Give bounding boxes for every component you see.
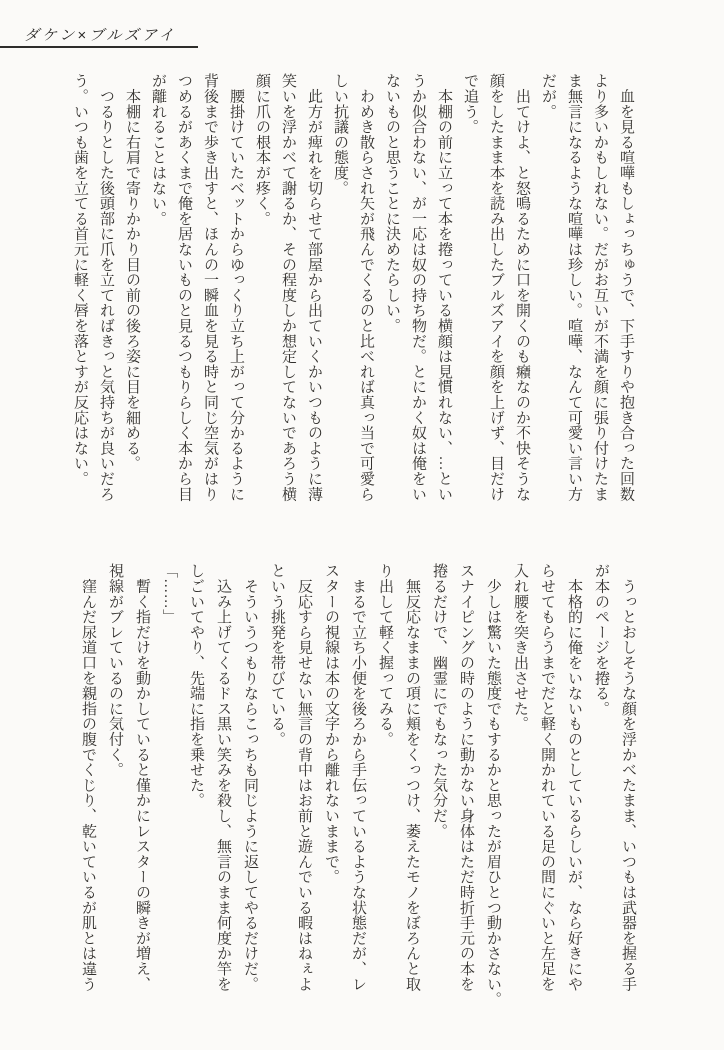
text-block-bottom xyxy=(74,563,641,1023)
text-line: が本のページを捲る。 xyxy=(593,563,609,716)
text-line: 顔に爪の根本が疼く。 xyxy=(254,73,270,226)
text-line: わめき散らされ矢が飛んでくるのと比べれば真っ当で可愛ら xyxy=(358,73,374,502)
text-line: ま無言になるような喧嘩は珍しい。喧嘩、なんて可愛い言い方 xyxy=(566,73,582,502)
text-line: 「……」 xyxy=(161,563,177,625)
text-line: という挑発を帯びている。 xyxy=(269,563,285,747)
text-line: 視線がブレているのに気付く。 xyxy=(107,563,123,778)
text-line: 無反応なままの項に頬をくっつけ、萎えたモノをぼろんと取 xyxy=(404,563,420,992)
text-line: 入れ腰を突き出させた。 xyxy=(512,563,528,732)
header-rule xyxy=(0,46,198,48)
text-block-top xyxy=(67,73,639,517)
text-line: まるで立ち小便を後ろから手伝っているような状態だが、レ xyxy=(350,563,366,992)
text-line: 暫く指だけを動かしていると僅かにレスターの瞬きが増え、 xyxy=(134,563,150,992)
text-line: 腰掛けていたベットからゆっくり立ち上がって分かるように xyxy=(228,73,244,502)
page-header xyxy=(0,0,724,50)
text-line: 少しは驚いた態度でもするかと思ったが眉ひとつ動かさない。 xyxy=(485,563,501,1007)
text-line: が離れることはない。 xyxy=(150,73,166,226)
text-line: 窪んだ尿道口を親指の腹でくじり、乾いているが肌とは違う xyxy=(80,563,96,992)
text-line: 本棚に右肩で寄りかかり目の前の後ろ姿に目を細める。 xyxy=(124,73,140,471)
text-line: で追う。 xyxy=(462,73,478,135)
text-line: らせてもらうまでだと軽く開かれている足の間にぐいと左足を xyxy=(539,563,555,992)
text-line: ないものと思うことに決めたらしい。 xyxy=(384,73,400,334)
text-line: 出てけよ、と怒鳴るために口を開くのも癪なのか不快そうな xyxy=(514,73,530,502)
text-line: 背後まで歩き出すと、ほんの一瞬血を見る時と同じ空気がはり xyxy=(202,73,218,502)
text-line: 顔をしたまま本を読み出したブルズアイを顔を上げず、目だけ xyxy=(488,73,504,502)
text-line: うっとおしそうな顔を浮かべたまま、いつもは武器を握る手 xyxy=(620,563,636,992)
text-line: 本棚の前に立って本を捲っている横顔は見慣れない、…とい xyxy=(436,73,452,502)
text-line: 笑いを浮かべて謝るか、その程度しか想定してないであろう横 xyxy=(280,73,296,502)
text-line: つめるがあくまで俺を居ないものと見るつもりらしく本から目 xyxy=(176,73,192,502)
text-line: スナイピングの時のように動かない身体はただ時折手元の本を xyxy=(458,563,474,992)
text-line: 反応すら見せない無言の背中はお前と遊んでいる暇はねぇよ xyxy=(296,563,312,992)
text-line: そういうつもりならこっちも同じように返してやるだけだ。 xyxy=(242,563,258,992)
text-line: り出して軽く握ってみる。 xyxy=(377,563,393,747)
text-line: うか似合わない、が一応は奴の持ち物だ。とにかく奴は俺をい xyxy=(410,73,426,502)
text-line: 本格的に俺をいないものとしているらしいが、なら好きにや xyxy=(566,563,582,992)
page-title: ダケン×ブルズアイ xyxy=(24,27,177,44)
text-line: より多いかもしれない。だがお互いが不満を顔に張り付けたま xyxy=(592,73,608,502)
text-line: う。いつも歯を立てる首元に軽く唇を落とすが反応はない。 xyxy=(72,73,88,487)
text-line: しい抗議の態度。 xyxy=(332,73,348,196)
text-line: 血を見る喧嘩もしょっちゅうで、下手すりや抱き合った回数 xyxy=(618,73,634,502)
text-line: 此方が痺れを切らせて部屋から出ていくかいつものように薄 xyxy=(306,73,322,502)
text-line: つるりとした後頭部に爪を立てればきっと気持ちが良いだろ xyxy=(98,73,114,502)
text-line: だが。 xyxy=(540,73,556,119)
text-line: 捲るだけで、幽霊にでもなった気分だ。 xyxy=(431,563,447,839)
text-line: スターの視線は本の文字から離れないままで。 xyxy=(323,563,339,885)
text-line: 込み上げてくるドス黒い笑みを殺し、無言のまま何度か竿を xyxy=(215,563,231,992)
text-line: しごいてやり、先端に指を乗せた。 xyxy=(188,563,204,808)
